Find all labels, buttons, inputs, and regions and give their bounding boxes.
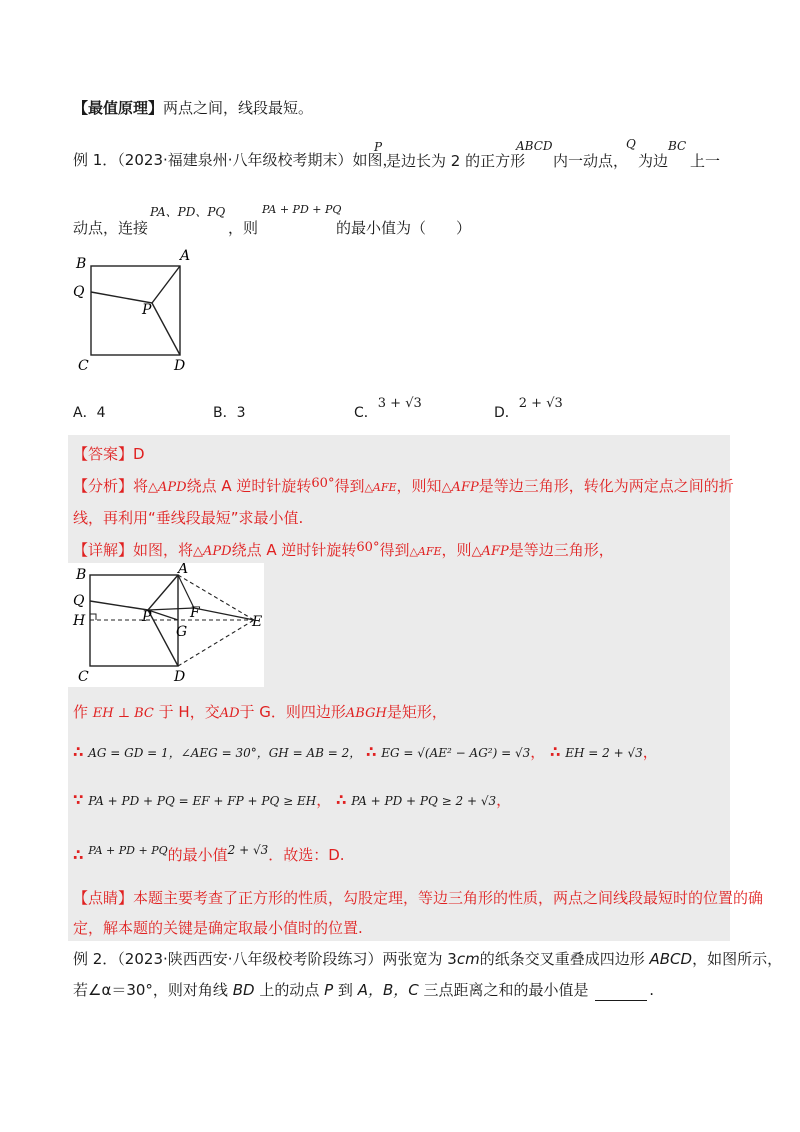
- example1-text4: 上一: [690, 152, 721, 170]
- therefore-symbol-5: ∴: [73, 846, 84, 864]
- answer-tag: 【答案】: [73, 445, 134, 463]
- step1-math-ad: AD: [219, 706, 240, 721]
- figure1-square: [70, 248, 200, 378]
- example1-text3: 为边: [638, 152, 669, 170]
- principle-line: [73, 98, 313, 118]
- analysis-triangle-apd: △APD: [148, 480, 187, 495]
- because-symbol: ∵: [73, 791, 84, 809]
- step3-comma-2: ，: [496, 791, 512, 809]
- fig2-label-p: P: [142, 609, 152, 625]
- example2-text-e: 上的动点: [254, 981, 325, 999]
- analysis-line1: [73, 476, 734, 498]
- detail-text-c: 得到: [379, 541, 410, 559]
- detail-line1: [73, 540, 614, 562]
- fig2-label-g: G: [176, 624, 188, 640]
- comment-tag: 【点睛】: [73, 889, 134, 907]
- fig2-label-f: F: [190, 605, 200, 621]
- example2-text-f: 到: [333, 981, 358, 999]
- fig2-label-b: B: [76, 567, 87, 583]
- detail-text-d: ，则: [441, 541, 472, 559]
- analysis-line2: 线，再利用“垂线段最短”求最小值.: [73, 509, 304, 527]
- option-b[interactable]: [213, 402, 246, 422]
- detail-tag: 【详解】: [73, 541, 134, 559]
- step2-comma-2: ，: [642, 743, 658, 761]
- detail-text-b: 绕点 A 逆时针旋转: [231, 541, 357, 559]
- fig2-segments-qp-pa: [90, 575, 178, 610]
- analysis-text-e: 是等边三角形，转化为两定点之间的折: [478, 477, 734, 495]
- option-b-label: B．: [213, 405, 237, 421]
- detail-text-e: 是等边三角形，: [508, 541, 614, 559]
- example2-text-a: 例 2．（2023·陕西西安·八年级校考阶段练习）两张宽为 3: [73, 950, 457, 968]
- fig1-label-d: D: [174, 358, 186, 374]
- step4-text-choose: ．故选：D.: [268, 846, 345, 864]
- example1-line2-c: 的最小值为（ ）: [336, 219, 472, 237]
- detail-triangle-apd: △APD: [193, 544, 232, 559]
- segment-pd: [152, 303, 180, 355]
- fig2-dashed-de: [178, 620, 254, 666]
- fig1-label-c: C: [78, 358, 89, 374]
- step1-math-abgh: ABGH: [345, 706, 387, 721]
- example1-var-q: Q: [626, 137, 636, 151]
- analysis-text-a: 将: [133, 477, 149, 495]
- option-d-value: 2 + √3: [518, 396, 563, 411]
- example2-text-b: 的纸条交叉重叠成四边形: [479, 950, 650, 968]
- example2-bd: BD: [232, 981, 255, 999]
- step1-text-b: 于 H，交: [158, 703, 220, 721]
- step2-math-angle-gh: ，∠AEG = 30°，GH = AB = 2，: [168, 746, 362, 760]
- fig1-label-a: A: [180, 248, 191, 264]
- step4-math-expression: PA + PD + PQ: [88, 844, 168, 857]
- comment-line2: 定，解本题的关键是确定取最小值时的位置.: [73, 919, 363, 937]
- step2-math-eh: EH = 2 + √3: [565, 746, 643, 760]
- example1-var-abcd: ABCD: [516, 139, 553, 153]
- example2-points: A，B，C: [357, 981, 419, 999]
- example2-p: P: [324, 981, 334, 999]
- answer-line: [73, 444, 145, 464]
- therefore-symbol-2: ∴: [366, 743, 377, 761]
- step3-math-inequality: PA + PD + PQ = EF + FP + PQ ≥ EH: [88, 794, 317, 808]
- option-a[interactable]: [73, 402, 106, 422]
- fig2-label-q: Q: [73, 593, 85, 609]
- fig2-label-d: D: [174, 669, 186, 685]
- comment-text-1: 本题主要考查了正方形的性质，勾股定理，等边三角形的性质，两点之间线段最短时的位置的确: [133, 889, 764, 907]
- example1-var-bc: BC: [668, 139, 687, 153]
- analysis-angle: 60°: [311, 476, 335, 491]
- fig1-label-b: B: [76, 256, 87, 272]
- step1-text-d: 是矩形，: [386, 703, 447, 721]
- example1-text1: 是边长为 2 的正方形: [386, 152, 526, 170]
- fig2-segment-pf: [148, 608, 194, 610]
- option-c-value: 3 + √3: [377, 396, 422, 411]
- step2-comma-1: ，: [530, 743, 546, 761]
- option-a-value: 4: [96, 405, 106, 421]
- step1-line: [73, 702, 447, 724]
- option-c[interactable]: [354, 396, 422, 422]
- option-b-value: 3: [236, 405, 246, 421]
- detail-angle: 60°: [356, 540, 380, 555]
- example2-answer-blank[interactable]: [595, 980, 647, 1001]
- analysis-text-b: 绕点 A 逆时针旋转: [186, 477, 312, 495]
- step2-line: [73, 742, 658, 763]
- fig2-label-a: A: [178, 563, 189, 577]
- fig2-label-c: C: [78, 669, 89, 685]
- comment-line1: [73, 888, 763, 908]
- example2-text-d: 若∠α＝30°，则对角线: [73, 981, 233, 999]
- detail-triangle-afp: △AFP: [471, 544, 509, 559]
- step4-math-value: 2 + √3: [227, 843, 269, 857]
- detail-text-a: 如图，将: [133, 541, 194, 559]
- example2-text-c: ，如图所示，: [692, 950, 783, 968]
- fig2-segment-fe: [194, 608, 254, 620]
- step1-math-eh-bc: EH ⊥ BC: [92, 706, 154, 721]
- detail-triangle-afe: △AFE: [409, 545, 442, 558]
- example1-text2: 内一动点，: [553, 152, 629, 170]
- example2-line2: [73, 980, 654, 1001]
- step3-math-result: PA + PD + PQ ≥ 2 + √3: [351, 794, 497, 808]
- step2-math-ag-gd: AG = GD = 1: [88, 746, 169, 760]
- example1-line2-b: ，则: [228, 219, 259, 237]
- step3-line: [73, 790, 511, 811]
- step4-text-min: 的最小值: [167, 846, 228, 864]
- principle-tag: 【最值原理】: [73, 99, 164, 117]
- analysis-tag: 【分析】: [73, 477, 134, 495]
- option-d-label: D．: [494, 405, 519, 421]
- example1-segments: PA、PD、PQ: [150, 205, 226, 219]
- example2-text-g: 三点距离之和的最小值是: [418, 981, 589, 999]
- fig2-label-e: E: [252, 614, 263, 630]
- example1-expression: PA + PD + PQ: [262, 203, 342, 216]
- example1-var-p: P: [374, 140, 383, 154]
- option-c-label: C．: [354, 405, 378, 421]
- analysis-triangle-afe: △AFE: [364, 481, 397, 494]
- example2-unit: cm: [456, 950, 480, 968]
- square-abcd: [91, 266, 180, 355]
- analysis-triangle-afp: △AFP: [441, 480, 479, 495]
- example2-abcd: ABCD: [649, 950, 693, 968]
- figure2-construction: [68, 563, 264, 687]
- step1-text-a: 作: [73, 703, 89, 721]
- step1-text-c: 于 G．则四边形: [239, 703, 346, 721]
- answer-value: D: [133, 445, 145, 463]
- step4-line: [73, 845, 345, 867]
- fig2-right-angle-h: [90, 614, 96, 620]
- example1-line2-a: 动点，连接: [73, 219, 149, 237]
- analysis-text-c: 得到: [334, 477, 365, 495]
- step2-math-eg: EG = √(AE² − AG²) = √3: [381, 746, 531, 760]
- example1-prefix: 例 1．（2023·福建泉州·八年级校考期末）如图，: [73, 151, 398, 169]
- option-d[interactable]: [494, 396, 563, 422]
- fig2-label-h: H: [73, 613, 86, 629]
- principle-text: 两点之间，线段最短。: [163, 99, 314, 117]
- fig1-label-p: P: [142, 302, 152, 318]
- step3-comma-1: ，: [316, 791, 332, 809]
- fig1-label-q: Q: [73, 284, 85, 300]
- segments-qp-pa: [91, 266, 180, 303]
- example1-line1: [73, 150, 398, 170]
- therefore-symbol-1: ∴: [73, 743, 84, 761]
- option-a-label: A．: [73, 405, 97, 421]
- therefore-symbol-3: ∴: [550, 743, 561, 761]
- analysis-text-d: ，则知: [396, 477, 442, 495]
- example2-line1: [73, 949, 782, 969]
- example2-period: .: [649, 981, 655, 999]
- therefore-symbol-4: ∴: [336, 791, 347, 809]
